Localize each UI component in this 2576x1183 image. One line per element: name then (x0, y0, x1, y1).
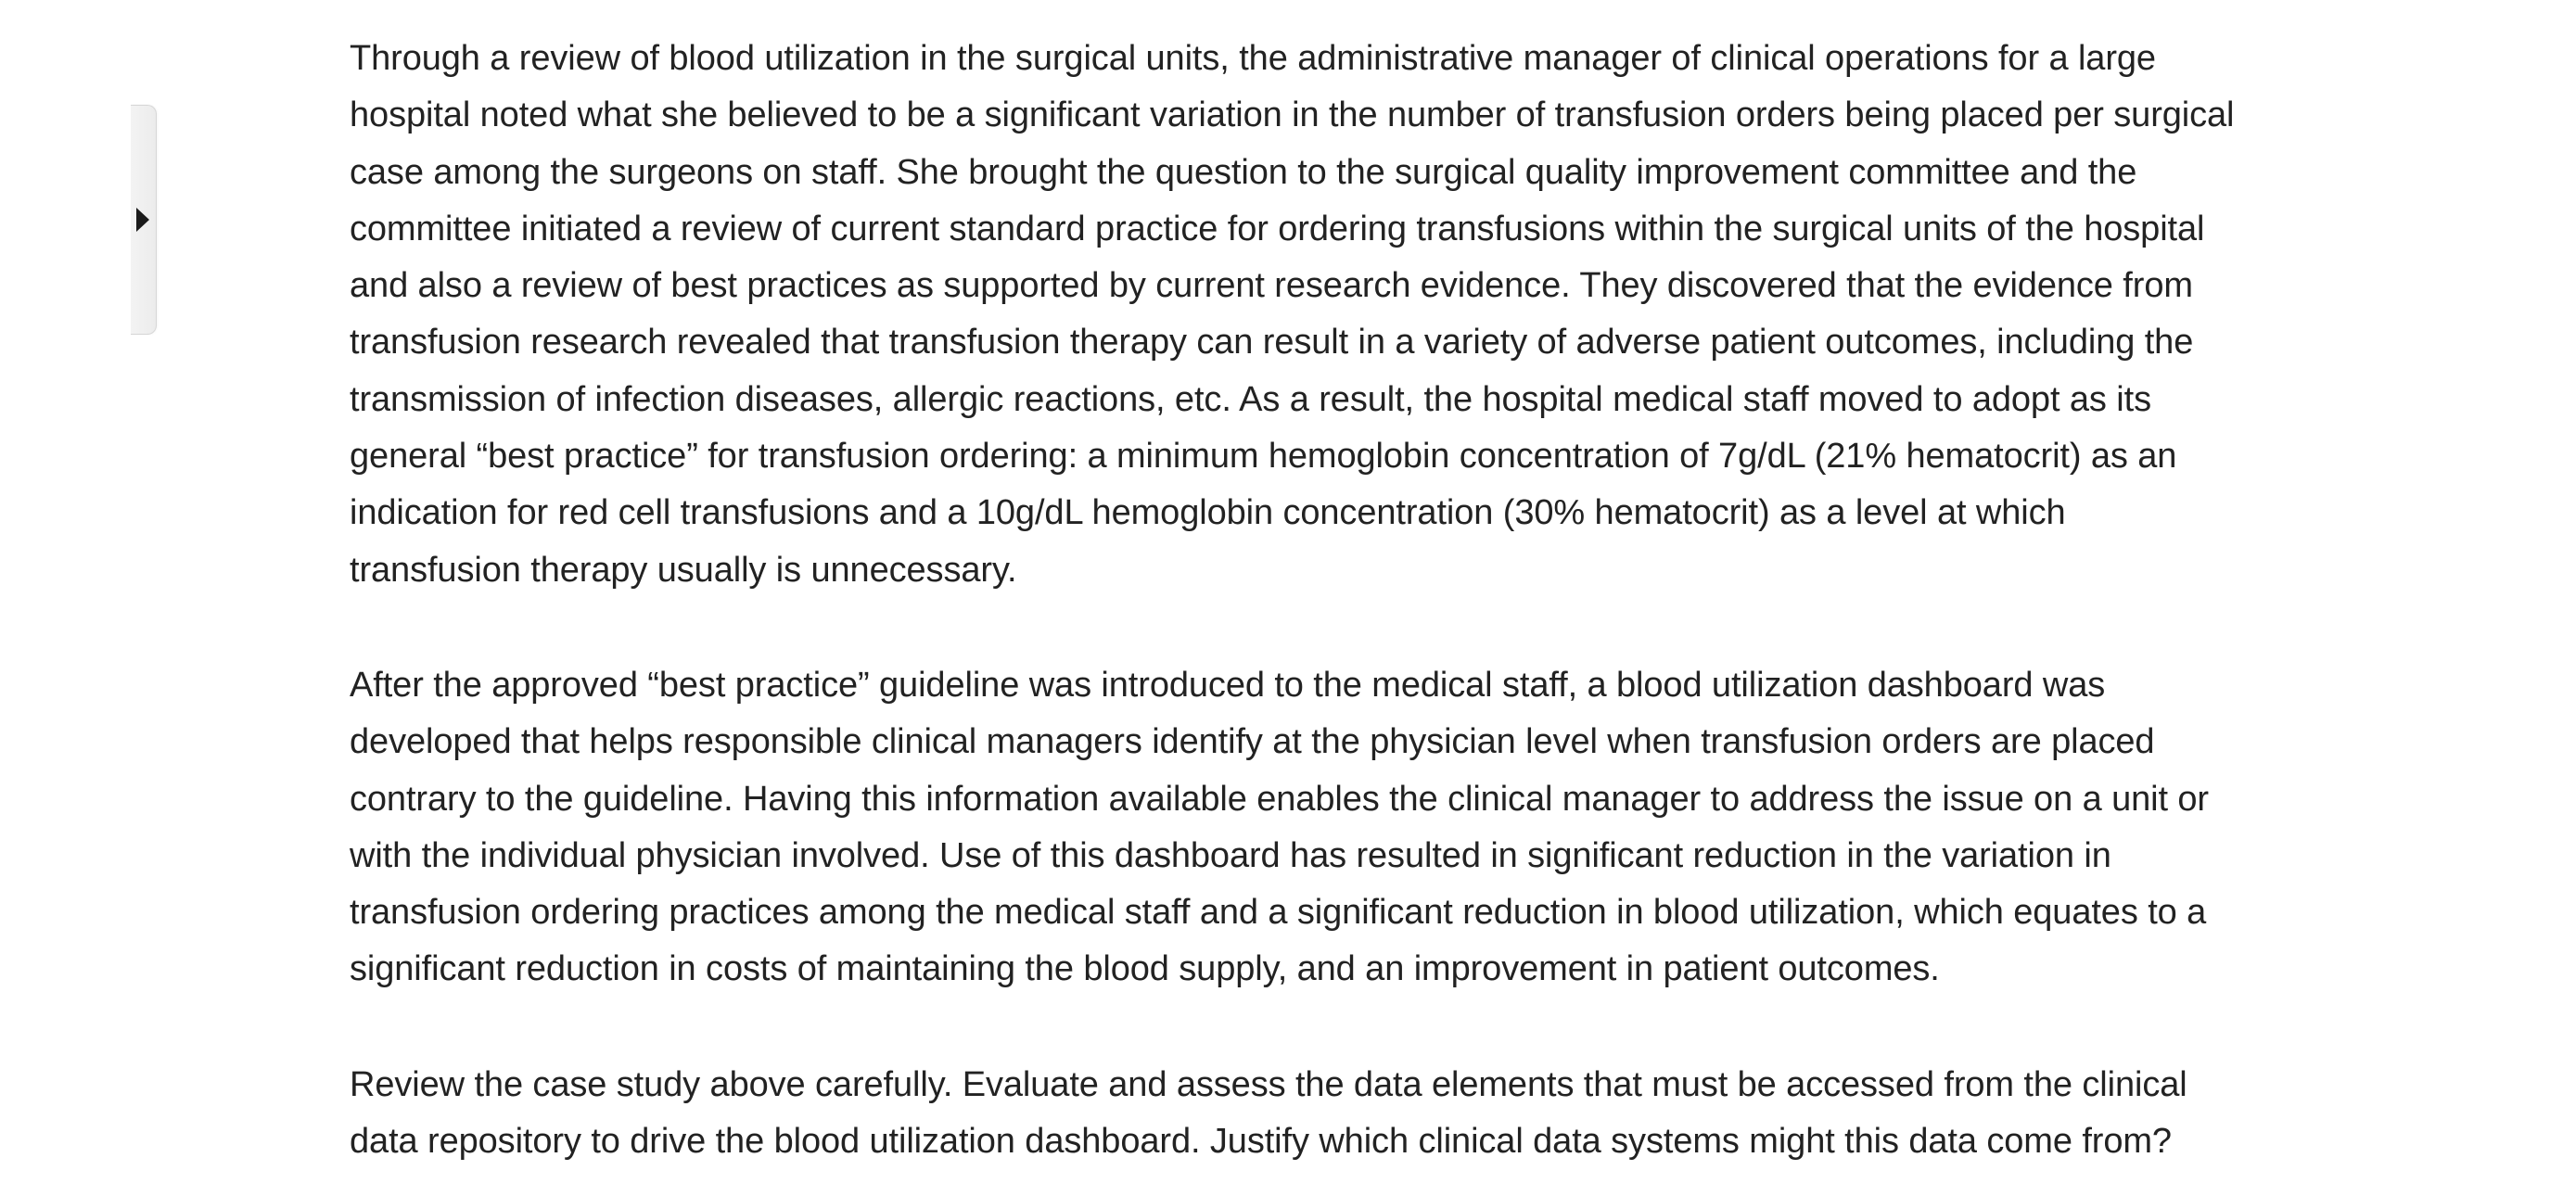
sidebar-toggle-button[interactable] (131, 105, 157, 335)
assignment-prompt-paragraph: Review the case study above carefully. Evaluate and assess the data elements that must be accessed from the clinical data repository to drive the blood utilization dashboard. Justify which clinical data systems might this data come from? (350, 1064, 2187, 1162)
case-study-paragraph-1: Through a review of blood utilization in the surgical units, the administrative manager of clinical operations for a large hospital noted what she believed to be a significant variation in the number of transfusion orders being placed per surgical case among the surgeons on staff. She brought the question to the surgical quality improvement committee and the committee initiated a review of current standard practice for ordering transfusions within the surgical units of the hospital and also a review of best practices as supported by current research evidence. They discovered that the evidence from transfusion research revealed that transfusion therapy can result in a variety of adverse patient outcomes, including the transmission of infection diseases, allergic reactions, etc. As a result, the hospital medical staff moved to adopt as its general “best practice” for transfusion ordering: a minimum hemoglobin concentration of 7g/dL (21% hematocrit) as an indication for red cell transfusions and a 10g/dL hemoglobin concentration (30% hematocrit) as a level at which transfusion therapy usually is unnecessary. (350, 39, 2235, 590)
article-body (350, 31, 2241, 1183)
case-study-paragraph-2: After the approved “best practice” guideline was introduced to the medical staff, a blood utilization dashboard was developed that helps responsible clinical managers identify at the physician level when transfusion orders are placed contrary to the guideline. Having this information available enables the clinical manager to address the issue on a unit or with the individual physician involved. Use of this dashboard has resulted in significant reduction in the variation in transfusion ordering practices among the medical staff and a significant reduction in blood utilization, which equates to a significant reduction in costs of maintaining the blood supply, and an improvement in patient outcomes. (350, 665, 2209, 989)
caret-right-icon (136, 208, 149, 232)
